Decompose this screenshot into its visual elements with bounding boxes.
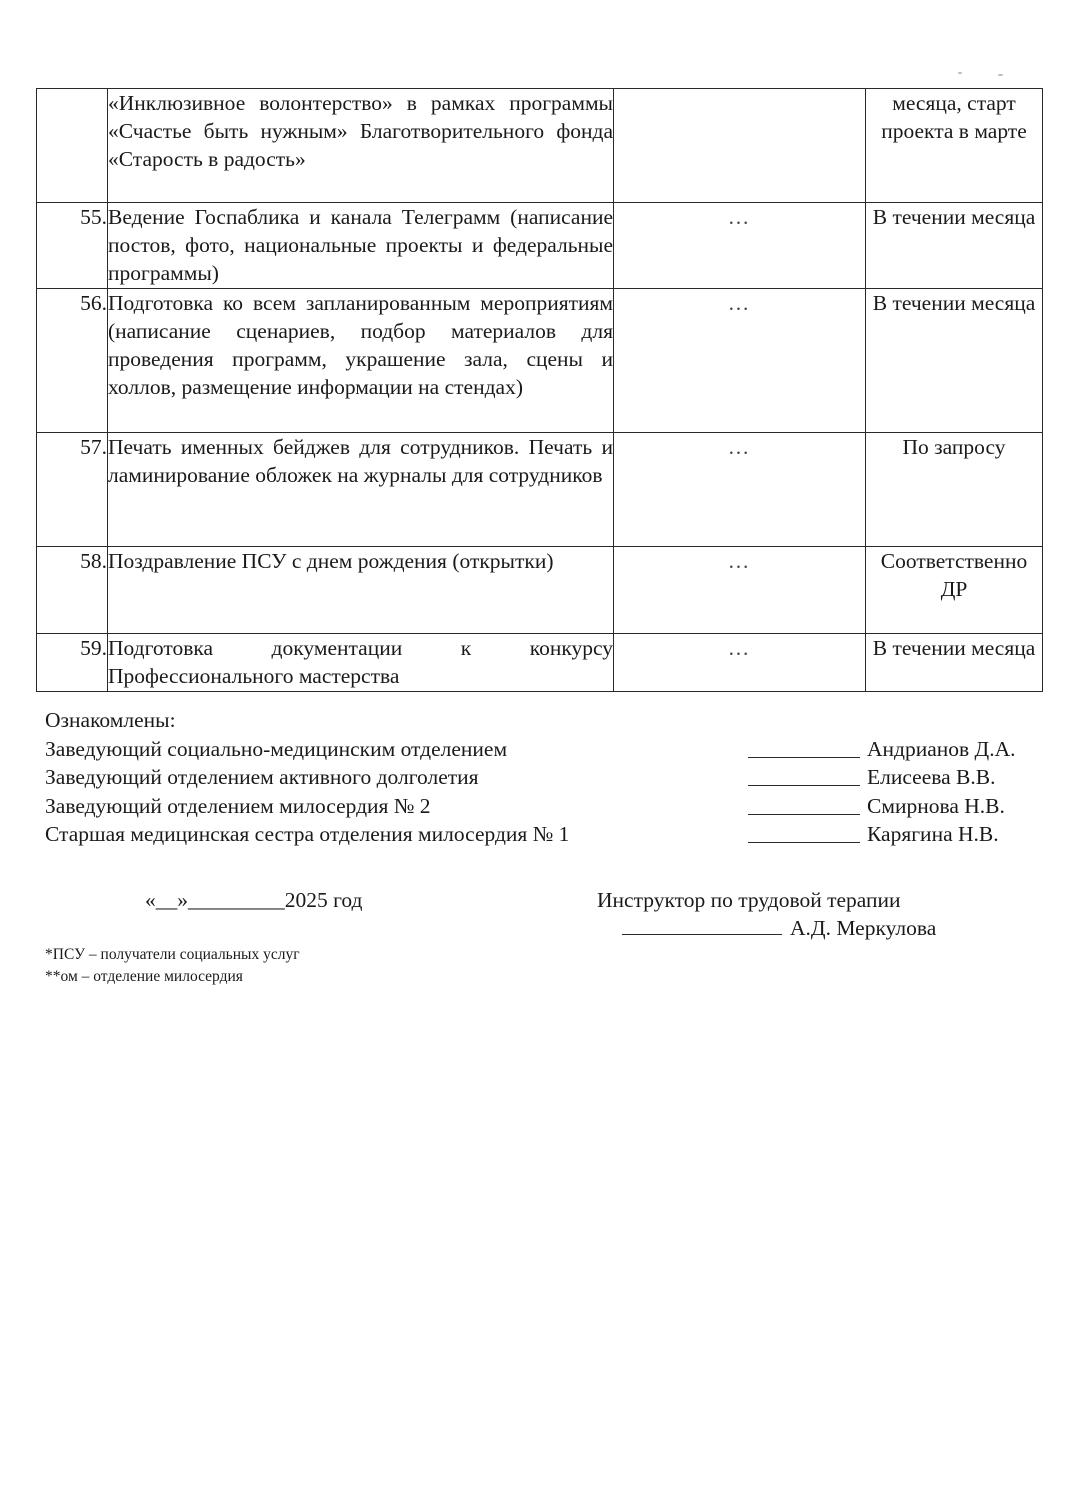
- responsible-cell: …: [614, 289, 866, 433]
- document-date: «__»_________2025 год: [145, 888, 363, 912]
- signature-line: [748, 842, 860, 843]
- table-row: [37, 89, 1043, 203]
- responsible-cell: …: [614, 634, 866, 692]
- signer-role: Заведующий отделением активного долголетия: [45, 765, 479, 789]
- signature-line: [748, 757, 860, 758]
- activity-text: Печать именных бейджев для сотрудников. Печать и ламинирование обложек на журналы для сотрудников: [108, 433, 614, 547]
- signer-role: Заведующий отделением милосердия № 2: [45, 793, 431, 818]
- deadline-cell: месяца, старт проекта в марте: [866, 89, 1043, 203]
- footnote: *ПСУ – получатели социальных услуг: [45, 946, 300, 963]
- activity-text: Подготовка ко всем запланированным мероприятиям (написание сценариев, подбор материалов для проведения программ, украшение зала, сцены и холлов, размещение информации на стендах): [108, 289, 614, 433]
- scan-speck: [998, 74, 1003, 76]
- row-number: 57.: [37, 433, 108, 547]
- signer-name: Смирнова Н.В.: [867, 793, 1005, 818]
- responsible-cell: …: [614, 203, 866, 289]
- table-row: [37, 203, 1043, 289]
- row-number: 58.: [37, 547, 108, 634]
- signer-row: [45, 763, 1045, 792]
- instructor-signature: [622, 914, 936, 942]
- signer-name: Карягина Н.В.: [867, 822, 999, 846]
- signer-name: Елисеева В.В.: [867, 765, 996, 789]
- scan-speck: [958, 72, 962, 74]
- instructor-name: А.Д. Меркулова: [790, 916, 937, 940]
- signer-row: [45, 735, 1045, 764]
- acknowledgement-block: [45, 706, 1045, 849]
- activity-text: Ведение Госпаблика и канала Телеграмм (написание постов, фото, национальные проекты и федеральные программы): [108, 203, 614, 289]
- deadline-cell: В течении месяца: [866, 289, 1043, 433]
- table-row: [37, 547, 1043, 634]
- table-row: [37, 433, 1043, 547]
- footnote: **ом – отделение милосердия: [45, 968, 243, 985]
- responsible-cell: …: [614, 433, 866, 547]
- deadline-cell: В течении месяца: [866, 634, 1043, 692]
- table-row: [37, 289, 1043, 433]
- footnotes: [45, 944, 300, 988]
- activity-text: «Инклюзивное волонтерство» в рамках программы «Счастье быть нужным» Благотворительного фонда «Старость в радость»: [108, 89, 614, 203]
- signature-line: [748, 814, 860, 815]
- signature-line: [748, 785, 860, 786]
- activity-text: Поздравление ПСУ с днем рождения (открытки): [108, 547, 614, 634]
- instructor-title: Инструктор по трудовой терапии: [597, 888, 901, 912]
- signer-name: Андрианов Д.А.: [867, 736, 1016, 761]
- responsible-cell: …: [614, 547, 866, 634]
- responsible-cell: [614, 89, 866, 203]
- signature-line: [622, 914, 782, 935]
- table-row: [37, 634, 1043, 692]
- row-number: 56.: [37, 289, 108, 433]
- deadline-cell: В течении месяца: [866, 203, 1043, 289]
- acknowledgement-heading-row: [45, 706, 1045, 735]
- deadline-cell: По запросу: [866, 433, 1043, 547]
- row-number: [37, 89, 108, 203]
- signer-role: Заведующий социально-медицинским отделением: [45, 736, 508, 761]
- signer-row: [45, 792, 1045, 821]
- row-number: 59.: [37, 634, 108, 692]
- activity-text: Подготовка документации к конкурсу Профессионального мастерства: [108, 634, 614, 692]
- row-number: 55.: [37, 203, 108, 289]
- activity-plan-table: [36, 88, 1043, 692]
- signer-row: [45, 820, 1045, 849]
- signer-role: Старшая медицинская сестра отделения милосердия № 1: [45, 822, 570, 846]
- deadline-cell: Соответственно ДР: [866, 547, 1043, 634]
- acknowledgement-heading: Ознакомлены:: [45, 708, 176, 732]
